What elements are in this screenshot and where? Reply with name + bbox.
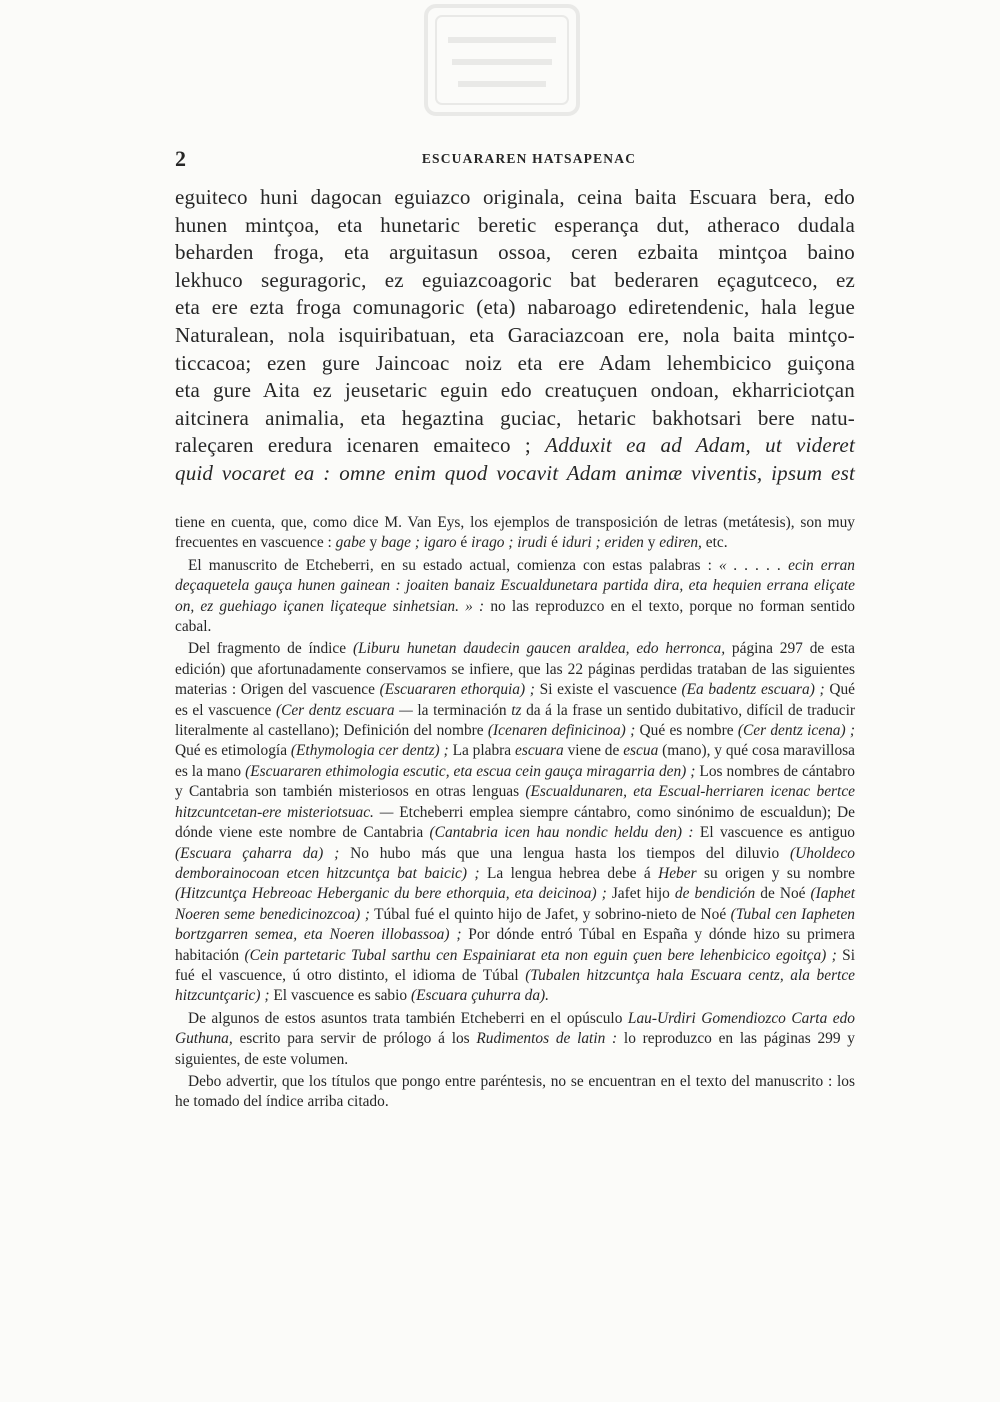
- note-text: De algunos de estos asuntos trata también Etcheberri en el opúsculo: [188, 1009, 623, 1027]
- note-text: y: [647, 534, 656, 552]
- note-italic: (Cein partetaric Tubal sarthu cen Espainiarat eta non eguin çuen bere lehenbicico egoitça) ;: [244, 946, 837, 964]
- note-italic: (Icenaren definicinoa) ;: [487, 722, 636, 740]
- note-text: de Noé: [760, 885, 806, 903]
- main-text-line: [175, 432, 855, 460]
- note-italic: Rudimentos de latin :: [476, 1030, 618, 1048]
- note-text: é: [460, 534, 468, 552]
- notes-section: [175, 513, 855, 1113]
- note-italic: Heber: [658, 864, 697, 882]
- note-italic: gabe: [335, 534, 366, 552]
- main-text-line: ticcacoa; ezen gure Jaincoac noiz eta ere Adam lehembicico guiçona: [175, 350, 855, 375]
- note-italic: Lau-Urdiri Gomendiozco Carta edo Guthuna,: [175, 1009, 855, 1048]
- note-text: El manuscrito de Etcheberri, en su estado actual, comienza con estas palabras :: [188, 556, 712, 574]
- note-italic: (Tubal cen Iapheten bortzgarren semea, eta Noeren illobassoa) ;: [175, 905, 855, 944]
- note-text: Si existe el vascuence: [539, 681, 677, 699]
- library-stamp-watermark: [418, 0, 586, 120]
- main-text-line: beharden froga, eta arguitasun ossoa, ceren ezbaita mintçoa baino: [175, 240, 855, 265]
- main-text-line: Naturalean, nola isquiribatuan, eta Garaciazcoan ere, nola baita mintço-: [175, 322, 855, 347]
- note-italic: escuara: [515, 742, 564, 760]
- note-italic: (Cer dentz escuara —: [275, 701, 413, 719]
- note-italic: « . . . . . ecin erran deçaquetela gauça hunen gainean : joaiten banaiz Escualdunetara partida dira, eta hequien errana eliçate on, ez guehiago içanen liçateque sinhetsian. » :: [175, 556, 855, 615]
- note-text: No hubo más que una lengua hasta los tiempos del diluvio: [350, 844, 780, 862]
- main-text-line: eta gure Aita ez jeusetaric eguin edo creatuçuen ondoan, ekharriciotçan: [175, 378, 855, 403]
- note-text: La plabra: [452, 742, 512, 760]
- note-text: tiene en cuenta, que, como dice M. Van Eys, los ejemplos de transposición de letras (metátesis), son muy frecuentes en vascuence :: [175, 514, 855, 552]
- note-italic: (Cer dentz icena) ;: [737, 722, 855, 740]
- note-text: Qué es el vascuence: [175, 681, 856, 719]
- note-italic: (Cantabria icen hau nondic heldu den) :: [429, 824, 694, 842]
- main-text-line: hunen mintçoa, eta hunetaric beretic esperança dut, atheraco dudala: [175, 212, 855, 237]
- note-paragraph: [175, 556, 855, 638]
- note-italic: iduri ; eriden: [561, 534, 644, 552]
- note-text: El vascuence es sabio: [273, 987, 408, 1005]
- note-text: La lengua hebrea debe á: [486, 864, 651, 882]
- main-text-line: [175, 460, 855, 488]
- note-text: su origen y su nombre: [703, 864, 855, 882]
- note-text: Túbal fué el quinto hijo de Jafet, y sobrino-nieto de Noé: [374, 905, 727, 923]
- main-text-segment: raleçaren eredura icenaren emaiteco ;: [175, 433, 531, 458]
- note-text: la terminación: [417, 701, 507, 719]
- note-text: Qué es etimología: [175, 742, 288, 760]
- note-text: Por dónde entró Túbal en España y dónde hizo su primera habitación: [175, 926, 856, 964]
- running-head: ESCUARAREN HATSAPENAC: [421, 151, 637, 166]
- note-italic: de bendición: [674, 885, 756, 903]
- note-italic: (Escuararen ethimologia escutic, eta escua cein gauça miragarria den) ;: [245, 762, 696, 780]
- note-italic: (Uholdeco demborainocoan etcen hitzcuntça bat baicic) ;: [175, 844, 855, 882]
- note-italic: (Escuara çaharra da) ;: [175, 844, 340, 862]
- page-header: [175, 146, 855, 172]
- note-italic: (Escuara çuhurra da).: [410, 987, 550, 1005]
- note-text: y: [369, 534, 378, 552]
- note-paragraph: [175, 1072, 855, 1113]
- note-text: (mano), y qué cosa maravillosa es la mano: [175, 742, 855, 780]
- note-italic: bage ; igaro: [381, 534, 457, 552]
- note-text: El vascuence es antiguo: [699, 824, 855, 842]
- main-text-line: aitcinera animalia, eta hegaztina guciac, hetaric bakhotsari bere natu-: [175, 405, 855, 430]
- note-text: lo reproduzco en las páginas 299 y siguientes, de este volumen.: [175, 1030, 855, 1068]
- note-text: página 297 de esta edición) que afortunadamente conservamos se infiere, que las 22 páginas perdidas trataban de las siguientes materias : Origen del vascuence: [175, 640, 855, 699]
- latin-quotation: Adduxit ea ad Adam, ut videret: [545, 433, 855, 458]
- note-italic: ediren,: [659, 534, 702, 552]
- note-text: etc.: [705, 534, 728, 552]
- note-paragraph: [175, 513, 855, 554]
- note-text: Qué es nombre: [639, 722, 734, 740]
- note-text: Etcheberri emplea siempre cántabro, como sinónimo de escualdun); De dónde viene este nombre de Cantabria: [175, 803, 855, 842]
- note-text: viene de: [567, 742, 620, 760]
- note-paragraph: [175, 639, 855, 1006]
- note-text: Si fué el vascuence, ú otro distinto, el idioma de Túbal: [175, 946, 855, 984]
- note-italic: (Iaphet Noeren seme benedicinozcoa) ;: [175, 885, 855, 923]
- note-italic: irago ; irudi: [471, 534, 548, 552]
- note-italic: (Liburu hunetan daudecin gaucen araldea, edo herronca,: [352, 640, 726, 658]
- note-text: Jafet hijo: [611, 885, 670, 903]
- note-text: Del fragmento de índice: [188, 640, 347, 658]
- note-paragraph: [175, 1009, 855, 1070]
- main-text-line: eguiteco huni dagocan eguiazco originala, ceina baita Escuara bera, edo: [175, 185, 855, 209]
- note-italic: escua: [623, 742, 659, 760]
- note-text: é: [551, 534, 558, 552]
- note-italic: tz: [511, 701, 522, 719]
- note-text: Debo advertir, que los títulos que pongo entre paréntesis, no se encuentran en el texto del manuscrito : los he tomado del índice arriba citado.: [175, 1072, 855, 1111]
- main-text-line: eta ere ezta froga comunagoric (eta) nabaroago ediretendenic, hala legue: [175, 295, 855, 320]
- note-italic: (Escualdunaren, eta Escual-herriaren icenac bertce hitzcuntcetan-ere misteriotsuac. —: [175, 783, 855, 821]
- main-text-block: [175, 184, 855, 488]
- note-italic: (Tubalen hitzcuntça hala Escuara centz, ala bertce hitzcuntçaric) ;: [175, 966, 855, 1005]
- note-text: no las reproduzco en el texto, porque no forman sentido cabal.: [175, 597, 855, 636]
- latin-quotation: quid vocaret ea : omne enim quod vocavit Adam animæ viventis, ipsum est: [175, 460, 855, 485]
- note-text: Los nombres de cántabro y Cantabria son también misteriosos en otras lenguas: [175, 762, 855, 801]
- note-text: escrito para servir de prólogo á los: [239, 1030, 470, 1048]
- note-italic: (Hitzcuntça Hebreoac Heberganic du bere ethorquia, eta deicinoa) ;: [175, 885, 607, 903]
- note-italic: (Ea badentz escuara) ;: [681, 681, 825, 699]
- main-text-line: lekhuco seguragoric, ez eguiazcoagoric bat bederaren eçagutceco, ez: [175, 267, 855, 292]
- page-number: 2: [175, 146, 186, 171]
- note-text: da á la frase un sentido dubitativo, difícil de traducir literalmente al castellano); Definición del nombre: [175, 701, 855, 740]
- note-italic: (Ethymologia cer dentz) ;: [290, 742, 449, 760]
- note-italic: (Escuararen ethorquia) ;: [379, 681, 535, 699]
